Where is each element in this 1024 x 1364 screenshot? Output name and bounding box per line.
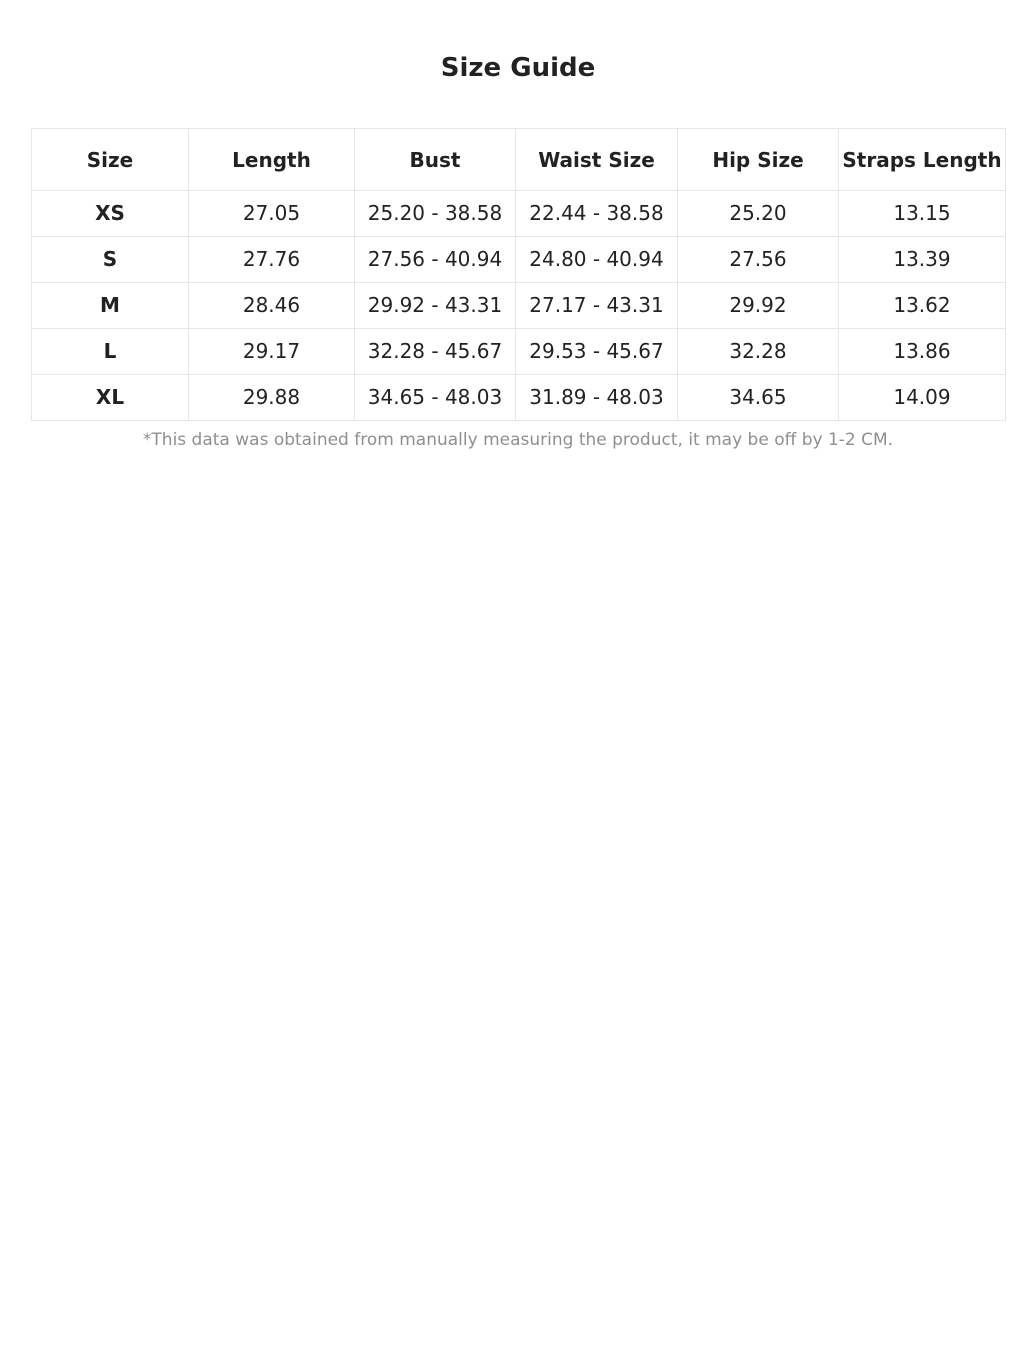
cell-length: 29.88 <box>189 375 355 421</box>
cell-waist-size: 29.53 - 45.67 <box>516 329 678 375</box>
cell-length: 29.17 <box>189 329 355 375</box>
cell-length: 27.76 <box>189 237 355 283</box>
cell-length: 28.46 <box>189 283 355 329</box>
header-hip-size: Hip Size <box>678 129 839 191</box>
table-row <box>32 375 1006 421</box>
cell-size: S <box>32 237 189 283</box>
cell-straps-length: 13.39 <box>839 237 1006 283</box>
cell-size: XL <box>32 375 189 421</box>
cell-bust: 25.20 - 38.58 <box>355 191 516 237</box>
cell-hip-size: 32.28 <box>678 329 839 375</box>
cell-length: 27.05 <box>189 191 355 237</box>
cell-waist-size: 24.80 - 40.94 <box>516 237 678 283</box>
table-row <box>32 329 1006 375</box>
cell-hip-size: 27.56 <box>678 237 839 283</box>
header-length: Length <box>189 129 355 191</box>
cell-waist-size: 31.89 - 48.03 <box>516 375 678 421</box>
cell-bust: 32.28 - 45.67 <box>355 329 516 375</box>
table-row <box>32 283 1006 329</box>
cell-waist-size: 22.44 - 38.58 <box>516 191 678 237</box>
cell-bust: 29.92 - 43.31 <box>355 283 516 329</box>
cell-hip-size: 29.92 <box>678 283 839 329</box>
cell-size: XS <box>32 191 189 237</box>
header-straps-length: Straps Length <box>839 129 1006 191</box>
cell-hip-size: 34.65 <box>678 375 839 421</box>
size-table-container <box>31 128 1005 421</box>
cell-bust: 27.56 - 40.94 <box>355 237 516 283</box>
cell-waist-size: 27.17 - 43.31 <box>516 283 678 329</box>
cell-straps-length: 13.86 <box>839 329 1006 375</box>
header-size: Size <box>32 129 189 191</box>
cell-size: L <box>32 329 189 375</box>
cell-size: M <box>32 283 189 329</box>
cell-hip-size: 25.20 <box>678 191 839 237</box>
measurement-note: *This data was obtained from manually measuring the product, it may be off by 1-2 CM. <box>142 430 894 450</box>
table-row <box>32 191 1006 237</box>
header-bust: Bust <box>355 129 516 191</box>
header-waist-size: Waist Size <box>516 129 678 191</box>
cell-bust: 34.65 - 48.03 <box>355 375 516 421</box>
table-header-row <box>32 129 1006 191</box>
size-table <box>31 128 1006 421</box>
cell-straps-length: 14.09 <box>839 375 1006 421</box>
cell-straps-length: 13.15 <box>839 191 1006 237</box>
page-title: Size Guide <box>440 53 596 83</box>
cell-straps-length: 13.62 <box>839 283 1006 329</box>
table-row <box>32 237 1006 283</box>
